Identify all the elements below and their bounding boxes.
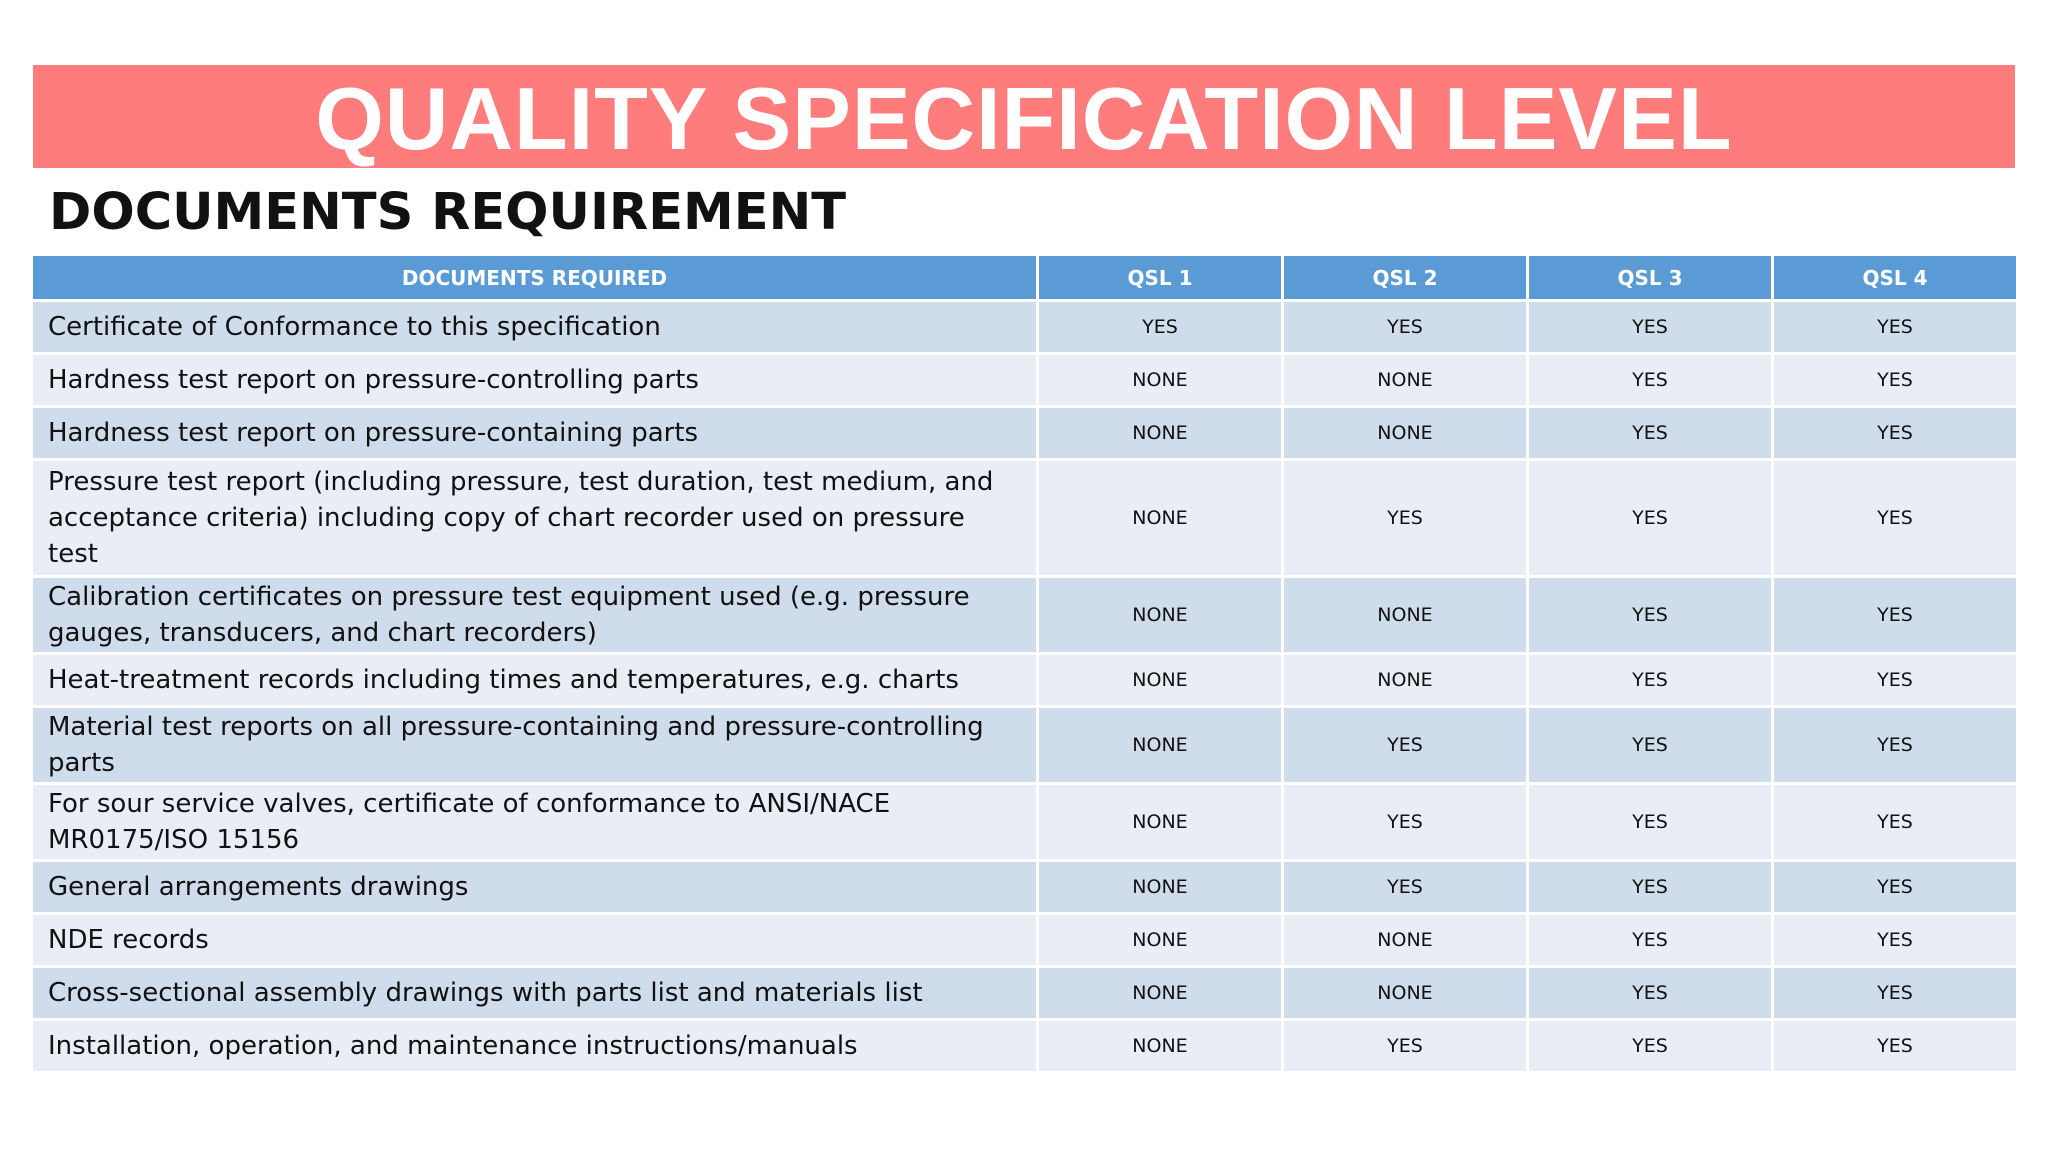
page-title: QUALITY SPECIFICATION LEVEL xyxy=(315,68,1733,168)
qsl-4-value: YES xyxy=(1774,785,2016,859)
section-subtitle: DOCUMENTS REQUIREMENT xyxy=(49,183,847,242)
qsl-4-value: YES xyxy=(1774,578,2016,652)
qsl-1-value: NONE xyxy=(1039,408,1281,458)
qsl-4-value: YES xyxy=(1774,915,2016,965)
qsl-4-value: YES xyxy=(1774,461,2016,575)
title-banner xyxy=(33,65,2015,168)
documents-table xyxy=(30,253,2019,1074)
table-row xyxy=(33,655,2016,705)
qsl-2-value: NONE xyxy=(1284,915,1526,965)
document-name: Hardness test report on pressure-controlling parts xyxy=(33,355,1036,405)
qsl-1-value: NONE xyxy=(1039,785,1281,859)
qsl-3-value: YES xyxy=(1529,708,1771,782)
qsl-2-value: YES xyxy=(1284,708,1526,782)
qsl-2-value: YES xyxy=(1284,862,1526,912)
qsl-2-value: NONE xyxy=(1284,655,1526,705)
table-row xyxy=(33,302,2016,352)
document-name: Certificate of Conformance to this specification xyxy=(33,302,1036,352)
qsl-1-value: NONE xyxy=(1039,862,1281,912)
qsl-2-value: NONE xyxy=(1284,355,1526,405)
table-row xyxy=(33,862,2016,912)
qsl-1-value: NONE xyxy=(1039,1021,1281,1071)
table-header-row xyxy=(33,256,2016,299)
table-row xyxy=(33,578,2016,652)
table-row xyxy=(33,408,2016,458)
document-name: For sour service valves, certificate of conformance to ANSI/NACE MR0175/ISO 15156 xyxy=(33,785,1036,859)
table-row xyxy=(33,708,2016,782)
qsl-4-value: YES xyxy=(1774,862,2016,912)
table-row xyxy=(33,968,2016,1018)
document-name: Cross-sectional assembly drawings with parts list and materials list xyxy=(33,968,1036,1018)
qsl-3-value: YES xyxy=(1529,862,1771,912)
document-name: NDE records xyxy=(33,915,1036,965)
qsl-4-value: YES xyxy=(1774,1021,2016,1071)
table-row xyxy=(33,461,2016,575)
qsl-1-value: NONE xyxy=(1039,578,1281,652)
header-qsl-4: QSL 4 xyxy=(1774,256,2016,299)
qsl-2-value: NONE xyxy=(1284,408,1526,458)
table-row xyxy=(33,785,2016,859)
qsl-2-value: YES xyxy=(1284,1021,1526,1071)
header-qsl-2: QSL 2 xyxy=(1284,256,1526,299)
qsl-2-value: YES xyxy=(1284,461,1526,575)
document-name: Pressure test report (including pressure, test duration, test medium, and acceptance criteria) including copy of chart recorder used on pressure test xyxy=(33,461,1036,575)
qsl-3-value: YES xyxy=(1529,461,1771,575)
qsl-1-value: NONE xyxy=(1039,461,1281,575)
qsl-4-value: YES xyxy=(1774,302,2016,352)
header-documents-required: DOCUMENTS REQUIRED xyxy=(33,256,1036,299)
document-name: General arrangements drawings xyxy=(33,862,1036,912)
document-name: Hardness test report on pressure-containing parts xyxy=(33,408,1036,458)
qsl-3-value: YES xyxy=(1529,302,1771,352)
document-name: Installation, operation, and maintenance instructions/manuals xyxy=(33,1021,1036,1071)
qsl-2-value: NONE xyxy=(1284,578,1526,652)
qsl-2-value: YES xyxy=(1284,302,1526,352)
header-qsl-3: QSL 3 xyxy=(1529,256,1771,299)
table-row xyxy=(33,355,2016,405)
table-row xyxy=(33,1021,2016,1071)
qsl-4-value: YES xyxy=(1774,968,2016,1018)
qsl-3-value: YES xyxy=(1529,408,1771,458)
qsl-1-value: NONE xyxy=(1039,708,1281,782)
qsl-4-value: YES xyxy=(1774,408,2016,458)
qsl-1-value: YES xyxy=(1039,302,1281,352)
header-qsl-1: QSL 1 xyxy=(1039,256,1281,299)
qsl-3-value: YES xyxy=(1529,578,1771,652)
qsl-3-value: YES xyxy=(1529,785,1771,859)
document-name: Material test reports on all pressure-containing and pressure-controlling parts xyxy=(33,708,1036,782)
qsl-1-value: NONE xyxy=(1039,655,1281,705)
document-name: Calibration certificates on pressure test equipment used (e.g. pressure gauges, transducers, and chart recorders) xyxy=(33,578,1036,652)
qsl-3-value: YES xyxy=(1529,655,1771,705)
documents-table-container xyxy=(33,256,2016,1071)
qsl-4-value: YES xyxy=(1774,355,2016,405)
qsl-4-value: YES xyxy=(1774,655,2016,705)
table-row xyxy=(33,915,2016,965)
qsl-3-value: YES xyxy=(1529,968,1771,1018)
qsl-2-value: NONE xyxy=(1284,968,1526,1018)
qsl-2-value: YES xyxy=(1284,785,1526,859)
document-name: Heat-treatment records including times and temperatures, e.g. charts xyxy=(33,655,1036,705)
qsl-3-value: YES xyxy=(1529,915,1771,965)
qsl-1-value: NONE xyxy=(1039,355,1281,405)
qsl-3-value: YES xyxy=(1529,1021,1771,1071)
qsl-4-value: YES xyxy=(1774,708,2016,782)
qsl-1-value: NONE xyxy=(1039,915,1281,965)
qsl-1-value: NONE xyxy=(1039,968,1281,1018)
qsl-3-value: YES xyxy=(1529,355,1771,405)
